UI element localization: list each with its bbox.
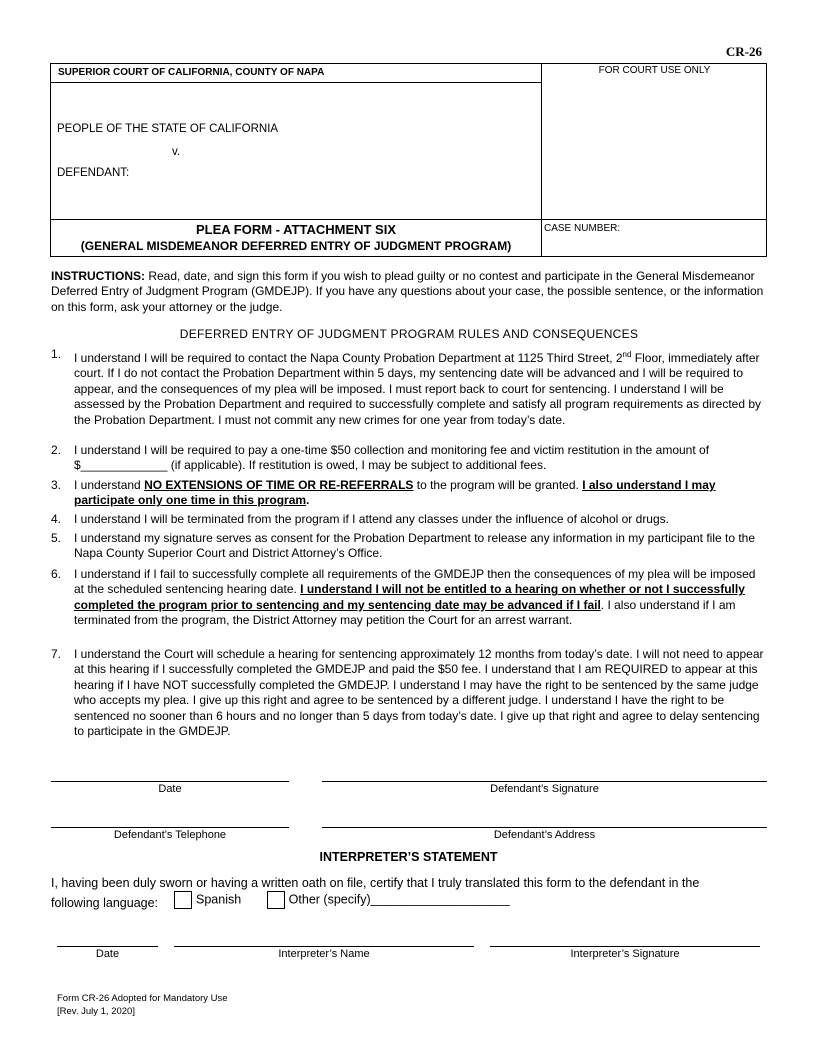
item-number: 3. [51,478,62,492]
item-text-part: . [306,493,310,508]
language-options [171,891,510,909]
interpreter-name-line[interactable] [174,946,474,947]
item-number: 5. [51,531,62,545]
emphasis-text: I understand I will not be entitled to a hearing on whether or not I successfully completed the program prior to sentencing and my sentencing date may be advanced if I fail [74,582,745,612]
interpreter-text: I, having been duly sworn or having a written oath on file, certify that I truly translated this form to the defendant in the following language: [51,876,700,910]
interpreter-title: INTERPRETER’S STATEMENT [319,850,498,864]
instructions [51,269,767,315]
item-text-part: to the program will be granted. [413,478,583,492]
interpreter-signature-line[interactable] [490,946,760,947]
item-text: I understand I will be terminated from the program if I attend any classes under the influence of alcohol or drugs. [74,512,669,526]
people-label: PEOPLE OF THE STATE OF CALIFORNIA [57,123,279,135]
item-number: 1. [51,347,62,361]
date-label: Date [158,783,182,795]
defendant-signature-label: Defendant’s Signature [490,783,599,795]
telephone-line[interactable] [51,827,289,828]
spanish-label: Spanish [196,892,242,907]
caption-rule [50,219,767,220]
footer-line: Form CR-26 Adopted for Mandatory Use [57,993,228,1004]
court-name: SUPERIOR COURT OF CALIFORNIA, COUNTY OF NAPA [58,67,325,78]
item-text: I understand my signature serves as consent for the Probation Department to release any information in my participant file to the Napa County Superior Court and District Attorney’s Office. [74,531,756,561]
footer [57,993,228,1018]
item-text [74,567,767,629]
item-text [74,478,767,509]
form-title: PLEA FORM - ATTACHMENT SIX [195,222,397,237]
other-label: Other (specify)____________________ [288,892,510,907]
item-text: I understand I will be required to pay a one-time $50 collection and monitoring fee and victim restitution in the amount of $_____________ (if applicable). If restitution is owed, I may be subject to additional fees. [74,443,710,473]
item-text-part: Floor, immediately after court. If I do not contact the Probation Department within 5 days, my sentencing date will be advanced and I will be required to appear, and the consequences of my plea will be imposed. I must report back to court for sentencing. I understand I will be assessed by the Probation Department and required to successfully complete and satisfy all program requirements as directed by the Probation Department. I must not commit any new crimes for one year from today’s date. [74,351,762,427]
instructions-text: Read, date, and sign this form if you wish to plead guilty or no contest and participate in the General Misdemeanor Deferred Entry of Judgment Program (GMDEJP). If you have any questions about your case, the possible sentence, or the information on this form, ask your attorney or the judge. [51,269,764,314]
form-subtitle: (GENERAL MISDEMEANOR DEFERRED ENTRY OF JUDGMENT PROGRAM) [80,239,512,253]
item-text [74,347,767,428]
versus-label: v. [172,146,181,158]
item-number: 6. [51,567,62,581]
case-number-label: CASE NUMBER: [544,223,621,234]
item-number: 4. [51,512,62,526]
date-line[interactable] [51,781,289,782]
item-text-part: I understand I will be required to contact the Napa County Probation Department at 1125 Third Street, 2 [74,351,623,365]
address-label: Defendant’s Address [493,829,596,841]
interpreter-name-label: Interpreter’s Name [278,948,370,960]
superscript: nd [622,350,632,359]
footer-line: [Rev. July 1, 2020] [57,1005,135,1017]
form-number: CR-26 [725,44,762,59]
defendant-label: DEFENDANT: [57,167,130,179]
telephone-label: Defendant’s Telephone [113,829,227,841]
address-line[interactable] [322,827,767,828]
item-text-part: I understand if I fail to successfully complete all requirements of the GMDEJP then the consequences of my plea will be imposed at the scheduled sentencing hearing date. [74,567,756,597]
section-title: DEFERRED ENTRY OF JUDGMENT PROGRAM RULES AND CONSEQUENCES [179,327,639,341]
emphasis-text: NO EXTENSIONS OF TIME OR RE-REFERRALS [144,478,414,492]
interpreter-date-label: Date [95,948,120,960]
defendant-signature-line[interactable] [322,781,767,782]
interpreter-signature-label: Interpreter’s Signature [570,948,680,960]
instructions-label: INSTRUCTIONS: [51,269,145,283]
item-number: 7. [51,647,62,661]
item-text-part: I understand [74,478,145,492]
caption-rule [50,82,542,83]
spanish-checkbox[interactable] [174,891,192,909]
item-number: 2. [51,443,62,457]
court-use-label: FOR COURT USE ONLY [598,65,711,76]
interpreter-date-line[interactable] [57,946,158,947]
other-checkbox[interactable] [267,891,285,909]
item-text-part: . I also understand if I am terminated from the program, the District Attorney may petition the Court for an arrest warrant. [74,597,736,628]
item-text: I understand the Court will schedule a hearing for sentencing approximately 12 months from today’s date. I will not need to appear at this hearing if I successfully completed the GMDEJP and paid the $50 fee. I understand that I am REQUIRED to appear at this hearing if I have NOT successfully completed the GMDEJP. I understand I may have the right to be sentenced by the same judge who accepts my plea. I give up this right and agree to be sentenced by a different judge. I understand I have the right to be sentenced no sooner than 6 hours and no longer than 5 days from today’s date. I give up that right and agree to delay sentencing to participate in the GMDEJP. [74,647,764,739]
emphasis-text: I also understand I may participate only one time in this program [74,478,716,508]
